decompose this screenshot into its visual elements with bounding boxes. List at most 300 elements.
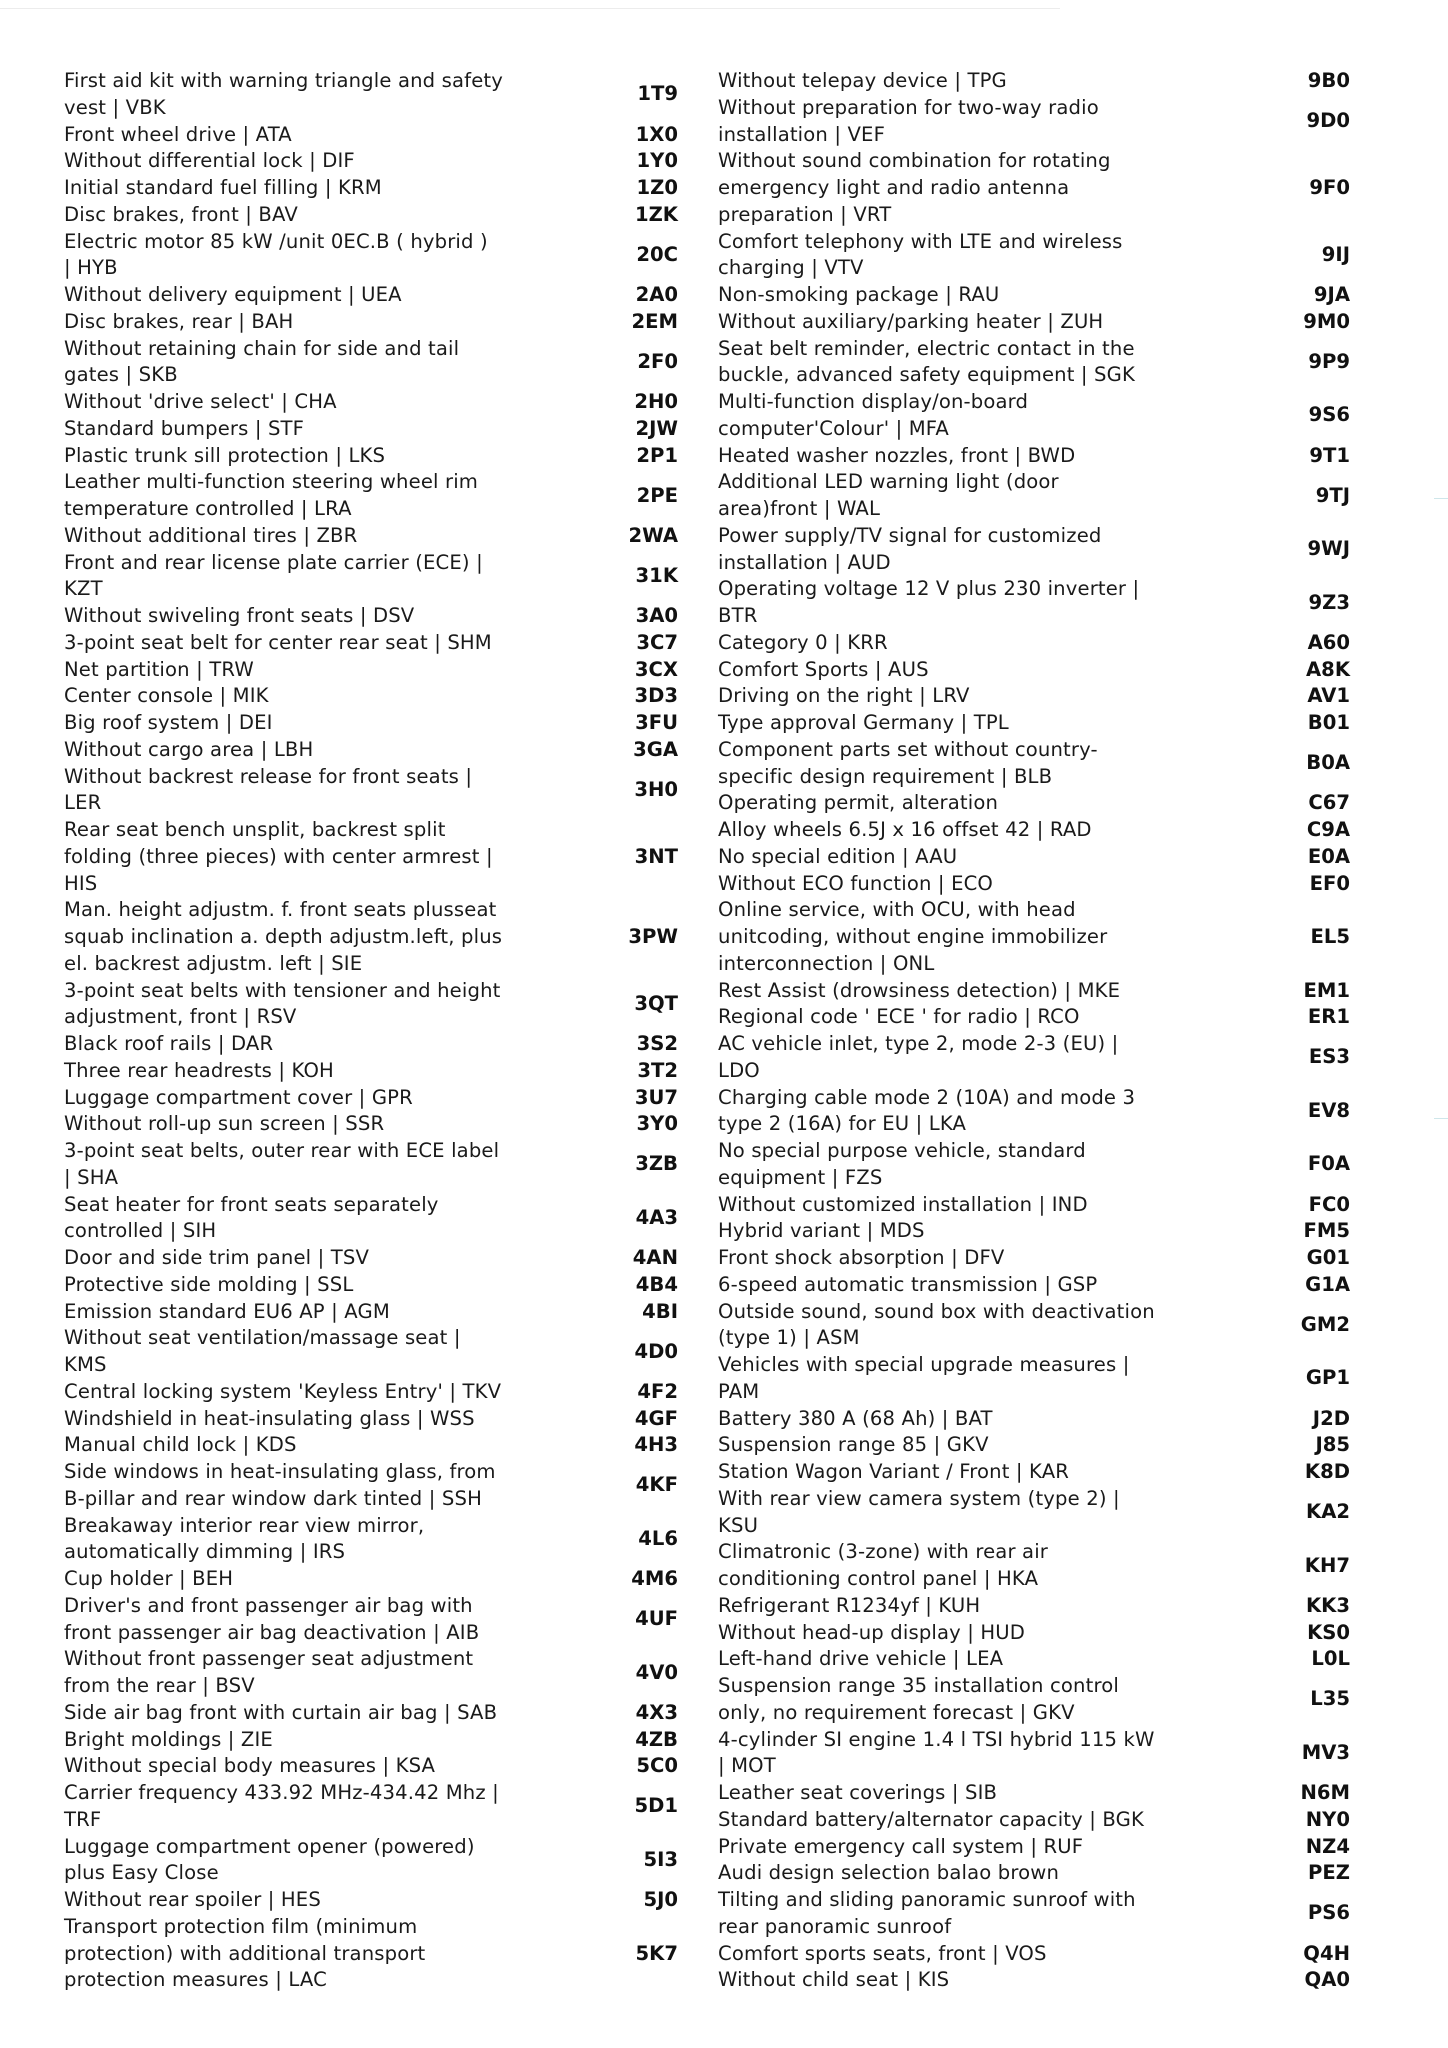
description-line: Operating voltage 12 V plus 230 inverter | — [718, 577, 1140, 601]
option-code: 4D0 — [634, 1339, 678, 1363]
equipment-description — [64, 309, 534, 336]
equipment-description — [64, 710, 534, 737]
equipment-description — [64, 897, 534, 977]
option-code: 9WJ — [1307, 537, 1350, 561]
option-code: 3S2 — [636, 1032, 678, 1055]
option-code: N6M — [1300, 1781, 1350, 1804]
option-code: C9A — [1306, 818, 1350, 841]
equipment-description — [718, 1138, 1188, 1192]
description-line: Comfort sports seats, front | VOS — [718, 1941, 1047, 1965]
option-code: 31K — [635, 563, 678, 587]
option-code: 4UF — [635, 1607, 678, 1631]
description-line: Operating permit, alteration — [718, 791, 999, 815]
option-code: Q4H — [1303, 1941, 1350, 1965]
equipment-row — [718, 1406, 1354, 1433]
equipment-description — [64, 1780, 534, 1834]
option-code: 5K7 — [635, 1941, 678, 1965]
description-line: Without backrest release for front seats | — [64, 764, 473, 788]
equipment-description — [64, 1058, 534, 1085]
description-line: equipment | FZS — [718, 1165, 883, 1189]
equipment-description — [718, 389, 1188, 443]
description-line: area)front | WAL — [718, 497, 881, 520]
equipment-description — [718, 1646, 1188, 1673]
equipment-description — [718, 1406, 1188, 1433]
equipment-description — [718, 844, 1188, 871]
option-code: 4KF — [635, 1473, 678, 1497]
option-code: 5I3 — [643, 1847, 678, 1871]
description-line: computer'Colour' | MFA — [718, 416, 949, 440]
description-line: Without child seat | KIS — [718, 1968, 950, 1992]
option-code: EF0 — [1309, 871, 1350, 895]
option-code: 3NT — [634, 844, 678, 868]
option-code: 9Z3 — [1308, 590, 1350, 614]
description-line: Without delivery equipment | UEA — [64, 283, 402, 306]
description-line: vest | VBK — [64, 95, 166, 119]
equipment-row — [64, 229, 684, 283]
equipment-description — [718, 790, 1188, 817]
description-line: PAM — [718, 1379, 760, 1403]
equipment-description — [64, 202, 534, 229]
option-code: 5D1 — [634, 1794, 678, 1818]
equipment-row — [718, 1967, 1354, 1994]
description-line: Component parts set without country- — [718, 737, 1098, 761]
equipment-row — [64, 416, 684, 443]
description-line: Driving on the right | LRV — [718, 684, 970, 708]
equipment-row — [718, 630, 1354, 657]
description-line: Left-hand drive vehicle | LEA — [718, 1647, 1004, 1671]
equipment-description — [64, 229, 534, 283]
equipment-row — [64, 897, 684, 977]
option-code: 4AN — [632, 1246, 678, 1269]
equipment-row — [64, 657, 684, 684]
option-code: 3T2 — [637, 1058, 678, 1082]
equipment-description — [64, 550, 534, 604]
equipment-description — [64, 1085, 534, 1112]
description-line: Seat belt reminder, electric contact in the — [718, 336, 1135, 360]
equipment-row — [64, 175, 684, 202]
equipment-description — [64, 657, 534, 684]
equipment-description — [718, 576, 1188, 630]
equipment-description — [718, 1352, 1188, 1406]
option-code: 2EM — [631, 309, 678, 333]
description-line: Online service, with OCU, with head — [718, 898, 1076, 922]
option-code: L35 — [1310, 1687, 1350, 1711]
option-code: GP1 — [1305, 1366, 1350, 1390]
description-line: Comfort Sports | AUS — [718, 657, 929, 681]
description-line: Suspension range 35 installation control — [718, 1674, 1119, 1697]
equipment-description — [718, 657, 1188, 684]
option-code: 1T9 — [637, 82, 678, 106]
equipment-description — [64, 683, 534, 710]
equipment-description — [64, 764, 534, 818]
description-line: Luggage compartment opener (powered) — [64, 1834, 475, 1858]
equipment-row — [64, 1325, 684, 1379]
equipment-description — [64, 1887, 534, 1914]
equipment-row — [64, 710, 684, 737]
description-line: AC vehicle inlet, type 2, mode 2-3 (EU) | — [718, 1032, 1119, 1055]
equipment-row — [718, 1459, 1354, 1486]
equipment-description — [718, 817, 1188, 844]
description-line: Man. height adjustm. f. front seats plusseat — [64, 898, 497, 922]
description-line: Electric motor 85 kW /unit 0EC.B ( hybrid ) — [64, 229, 488, 253]
equipment-list-left-column — [64, 68, 684, 1994]
equipment-row — [64, 469, 684, 523]
equipment-description — [718, 1085, 1188, 1139]
equipment-description — [64, 1379, 534, 1406]
option-code: E0A — [1307, 844, 1350, 868]
equipment-row — [718, 1646, 1354, 1673]
equipment-description — [64, 1593, 534, 1647]
description-line: Emission standard EU6 AP | AGM — [64, 1299, 390, 1323]
description-line: Alloy wheels 6.5J x 16 offset 42 | RAD — [718, 818, 1092, 841]
equipment-description — [64, 1432, 534, 1459]
equipment-row — [64, 1379, 684, 1406]
option-code: NY0 — [1305, 1807, 1350, 1831]
option-code: PS6 — [1307, 1901, 1350, 1925]
option-code: A8K — [1306, 657, 1350, 681]
equipment-row — [64, 1138, 684, 1192]
description-line: Without head-up display | HUD — [718, 1620, 1026, 1644]
equipment-row — [718, 978, 1354, 1005]
option-code: ER1 — [1307, 1005, 1350, 1029]
description-line: Without cargo area | LBH — [64, 737, 314, 761]
description-line: Disc brakes, rear | BAH — [64, 309, 294, 333]
description-line: Without sound combination for rotating — [718, 149, 1111, 173]
equipment-description — [718, 1218, 1188, 1245]
description-line: Without ECO function | ECO — [718, 871, 993, 895]
equipment-description — [718, 523, 1188, 577]
option-code: 2JW — [635, 416, 678, 440]
description-line: Station Wagon Variant / Front | KAR — [718, 1460, 1070, 1483]
description-line: Standard bumpers | STF — [64, 416, 305, 440]
description-line: Rest Assist (drowsiness detection) | MKE — [718, 978, 1121, 1002]
equipment-description — [718, 1620, 1188, 1647]
equipment-row — [64, 1646, 684, 1700]
option-code: 4GF — [634, 1406, 678, 1430]
description-line: type 2 (16A) for EU | LKA — [718, 1112, 967, 1136]
option-code: PEZ — [1308, 1861, 1350, 1885]
equipment-row — [64, 122, 684, 149]
description-line: Side windows in heat-insulating glass, from — [64, 1460, 496, 1483]
description-line: installation | AUD — [718, 550, 891, 574]
option-code: A60 — [1307, 630, 1350, 654]
description-line: Without preparation for two-way radio — [718, 95, 1099, 119]
equipment-description — [718, 1486, 1188, 1540]
option-code: NZ4 — [1305, 1834, 1350, 1858]
description-line: charging | VTV — [718, 256, 864, 280]
equipment-row — [718, 710, 1354, 737]
equipment-row — [718, 1272, 1354, 1299]
equipment-description — [718, 68, 1188, 95]
equipment-row — [64, 1780, 684, 1834]
equipment-description — [64, 1031, 534, 1058]
description-line: KMS — [64, 1353, 107, 1376]
equipment-row — [718, 1245, 1354, 1272]
option-code: EV8 — [1307, 1098, 1350, 1122]
option-code: 3H0 — [634, 777, 678, 801]
equipment-description — [718, 1967, 1188, 1994]
equipment-description — [64, 1753, 534, 1780]
description-line: 3-point seat belt for center rear seat | SHM — [64, 630, 492, 654]
description-line: | SHA — [64, 1165, 119, 1189]
description-line: Central locking system 'Keyless Entry' | TKV — [64, 1379, 502, 1403]
option-code: K8D — [1304, 1460, 1350, 1483]
description-line: protection) with additional transport — [64, 1941, 426, 1965]
description-line: Battery 380 A (68 Ah) | BAT — [718, 1406, 993, 1430]
equipment-row — [718, 1941, 1354, 1968]
option-code: 9S6 — [1308, 403, 1350, 427]
equipment-description — [64, 978, 534, 1032]
equipment-description — [64, 1727, 534, 1754]
description-line: 4-cylinder SI engine 1.4 l TSI hybrid 115 kW — [718, 1727, 1155, 1751]
equipment-row — [718, 1780, 1354, 1807]
option-code: 2PE — [636, 483, 678, 507]
equipment-description — [718, 1245, 1188, 1272]
description-line: Comfort telephony with LTE and wireless — [718, 229, 1123, 253]
equipment-description — [718, 897, 1188, 977]
description-line: Refrigerant R1234yf | KUH — [718, 1593, 981, 1617]
equipment-description — [718, 443, 1188, 470]
equipment-row — [718, 1486, 1354, 1540]
equipment-row — [718, 1138, 1354, 1192]
option-code: ES3 — [1308, 1045, 1350, 1069]
equipment-description — [718, 1593, 1188, 1620]
equipment-description — [64, 148, 534, 175]
equipment-description — [718, 683, 1188, 710]
equipment-description — [718, 336, 1188, 390]
equipment-row — [718, 683, 1354, 710]
equipment-row — [718, 1004, 1354, 1031]
option-code: L0L — [1311, 1647, 1350, 1671]
equipment-row — [718, 336, 1354, 390]
description-line: preparation | VRT — [718, 202, 892, 226]
description-line: Charging cable mode 2 (10A) and mode 3 — [718, 1085, 1136, 1109]
description-line: Big roof system | DEI — [64, 711, 273, 734]
option-code: 4F2 — [637, 1379, 678, 1403]
option-code: C67 — [1308, 791, 1350, 815]
description-line: Without auxiliary/parking heater | ZUH — [718, 309, 1104, 333]
equipment-description — [718, 1031, 1188, 1085]
description-line: front passenger air bag deactivation | AIB — [64, 1620, 480, 1644]
equipment-row — [718, 523, 1354, 577]
description-line: folding (three pieces) with center armrest | — [64, 844, 493, 868]
equipment-row — [718, 817, 1354, 844]
equipment-row — [64, 978, 684, 1032]
equipment-description — [718, 1887, 1188, 1941]
option-code: GM2 — [1300, 1312, 1350, 1336]
description-line: Vehicles with special upgrade measures | — [718, 1353, 1130, 1376]
description-line: Black roof rails | DAR — [64, 1032, 274, 1055]
option-code: 9IJ — [1321, 242, 1350, 266]
description-line: rear panoramic sunroof — [718, 1914, 952, 1938]
description-line: Front wheel drive | ATA — [64, 122, 292, 146]
equipment-row — [718, 1352, 1354, 1406]
option-code: 9D0 — [1306, 109, 1350, 133]
equipment-description — [64, 1459, 534, 1513]
option-code: 20C — [636, 242, 678, 266]
description-line: HIS — [64, 871, 98, 895]
equipment-description — [718, 1299, 1188, 1353]
equipment-description — [64, 1138, 534, 1192]
equipment-description — [718, 710, 1188, 737]
equipment-row — [64, 1700, 684, 1727]
equipment-row — [64, 1058, 684, 1085]
option-code: 3FU — [635, 711, 678, 734]
description-line: 3-point seat belts, outer rear with ECE label — [64, 1139, 500, 1162]
equipment-row — [718, 737, 1354, 791]
equipment-row — [64, 1834, 684, 1888]
description-line: protection measures | LAC — [64, 1968, 327, 1992]
equipment-description — [718, 1539, 1188, 1593]
equipment-row — [718, 443, 1354, 470]
description-line: Without roll-up sun screen | SSR — [64, 1112, 385, 1136]
option-code: B01 — [1307, 711, 1350, 734]
option-code: KA2 — [1306, 1500, 1350, 1524]
option-code: 4H3 — [634, 1433, 678, 1457]
equipment-row — [718, 469, 1354, 523]
description-line: gates | SKB — [64, 363, 178, 387]
equipment-description — [64, 1914, 534, 1994]
description-line: conditioning control panel | HKA — [718, 1567, 1039, 1590]
equipment-row — [718, 1807, 1354, 1834]
equipment-description — [64, 817, 534, 897]
equipment-description — [718, 148, 1188, 228]
equipment-row — [64, 1887, 684, 1914]
equipment-row — [718, 576, 1354, 630]
equipment-row — [64, 1272, 684, 1299]
description-line: Without front passenger seat adjustment — [64, 1647, 474, 1671]
option-code: 3GA — [633, 737, 678, 761]
equipment-row — [718, 229, 1354, 283]
equipment-description — [64, 122, 534, 149]
equipment-row — [718, 1620, 1354, 1647]
description-line: Leather seat coverings | SIB — [718, 1781, 998, 1804]
option-code: 4M6 — [631, 1567, 678, 1590]
equipment-row — [718, 389, 1354, 443]
equipment-description — [718, 229, 1188, 283]
description-line: automatically dimming | IRS — [64, 1540, 346, 1564]
equipment-description — [718, 1004, 1188, 1031]
description-line: Additional LED warning light (door — [718, 470, 1059, 494]
option-code: 9JA — [1313, 283, 1350, 306]
option-code: FM5 — [1303, 1219, 1350, 1243]
equipment-row — [718, 1673, 1354, 1727]
equipment-row — [718, 1299, 1354, 1353]
option-code: 3U7 — [634, 1085, 678, 1109]
equipment-row — [718, 1860, 1354, 1887]
description-line: plus Easy Close — [64, 1861, 219, 1885]
description-line: Plastic trunk sill protection | LKS — [64, 443, 386, 467]
option-code: B0A — [1306, 751, 1350, 775]
equipment-row — [64, 1753, 684, 1780]
equipment-row — [64, 550, 684, 604]
equipment-row — [64, 817, 684, 897]
equipment-description — [64, 336, 534, 390]
option-code: 5J0 — [643, 1888, 678, 1911]
description-line: Front and rear license plate carrier (ECE) | — [64, 550, 483, 574]
description-line: Without 'drive select' | CHA — [64, 390, 337, 413]
equipment-row — [64, 1031, 684, 1058]
description-line: | MOT — [718, 1754, 776, 1778]
description-line: Breakaway interior rear view mirror, — [64, 1513, 425, 1537]
equipment-description — [718, 1780, 1188, 1807]
equipment-description — [718, 1673, 1188, 1727]
equipment-row — [718, 1432, 1354, 1459]
description-line: Outside sound, sound box with deactivation — [718, 1299, 1155, 1323]
description-line: TRF — [64, 1807, 102, 1831]
equipment-row — [718, 1727, 1354, 1781]
equipment-description — [718, 871, 1188, 898]
equipment-description — [718, 309, 1188, 336]
description-line: Front shock absorption | DFV — [718, 1246, 1005, 1269]
description-line: adjustment, front | RSV — [64, 1005, 297, 1029]
option-code: 4A3 — [635, 1205, 678, 1229]
equipment-description — [64, 1192, 534, 1246]
option-code: 3QT — [634, 991, 678, 1015]
equipment-row — [64, 1727, 684, 1754]
equipment-description — [64, 1646, 534, 1700]
option-code: 2WA — [628, 523, 678, 547]
equipment-description — [64, 1111, 534, 1138]
equipment-description — [64, 1406, 534, 1433]
equipment-row — [64, 1085, 684, 1112]
scan-margin-mark — [1434, 1118, 1448, 1119]
description-line: Power supply/TV signal for customized — [718, 523, 1102, 547]
equipment-row — [64, 630, 684, 657]
description-line: Without customized installation | IND — [718, 1192, 1088, 1216]
description-line: Carrier frequency 433.92 MHz-434.42 Mhz | — [64, 1781, 499, 1804]
option-code: J85 — [1315, 1433, 1350, 1457]
equipment-description — [64, 523, 534, 550]
equipment-list-right-column — [718, 68, 1354, 1994]
description-line: Without retaining chain for side and tail — [64, 336, 460, 360]
equipment-description — [718, 1727, 1188, 1781]
description-line: 3-point seat belts with tensioner and height — [64, 978, 501, 1002]
description-line: squab inclination a. depth adjustm.left, plus — [64, 925, 503, 948]
description-line: B-pillar and rear window dark tinted | SSH — [64, 1486, 482, 1510]
equipment-row — [64, 683, 684, 710]
equipment-row — [64, 1245, 684, 1272]
option-code: 3CX — [634, 657, 678, 681]
description-line: Standard battery/alternator capacity | BGK — [718, 1807, 1144, 1831]
description-line: KSU — [718, 1513, 759, 1537]
description-line: Driver's and front passenger air bag with — [64, 1593, 473, 1617]
description-line: Door and side trim panel | TSV — [64, 1246, 370, 1269]
description-line: emergency light and radio antenna — [718, 176, 1070, 199]
description-line: only, no requirement forecast | GKV — [718, 1700, 1075, 1724]
equipment-row — [64, 523, 684, 550]
equipment-row — [718, 148, 1354, 228]
description-line: Manual child lock | KDS — [64, 1433, 297, 1457]
description-line: With rear view camera system (type 2) | — [718, 1486, 1120, 1510]
equipment-description — [64, 1834, 534, 1888]
equipment-description — [64, 1272, 534, 1299]
option-code: FC0 — [1308, 1192, 1350, 1216]
description-line: Initial standard fuel filling | KRM — [64, 176, 382, 199]
equipment-description — [64, 389, 534, 416]
description-line: interconnection | ONL — [718, 951, 935, 975]
description-line: Heated washer nozzles, front | BWD — [718, 443, 1076, 467]
description-line: Windshield in heat-insulating glass | WSS — [64, 1406, 475, 1430]
description-line: Rear seat bench unsplit, backrest split — [64, 818, 446, 841]
option-code: EL5 — [1310, 925, 1350, 948]
equipment-row — [718, 844, 1354, 871]
description-line: | HYB — [64, 256, 118, 280]
option-code: 1X0 — [635, 122, 678, 146]
equipment-description — [718, 469, 1188, 523]
equipment-row — [718, 897, 1354, 977]
option-code: 9T1 — [1309, 443, 1350, 467]
